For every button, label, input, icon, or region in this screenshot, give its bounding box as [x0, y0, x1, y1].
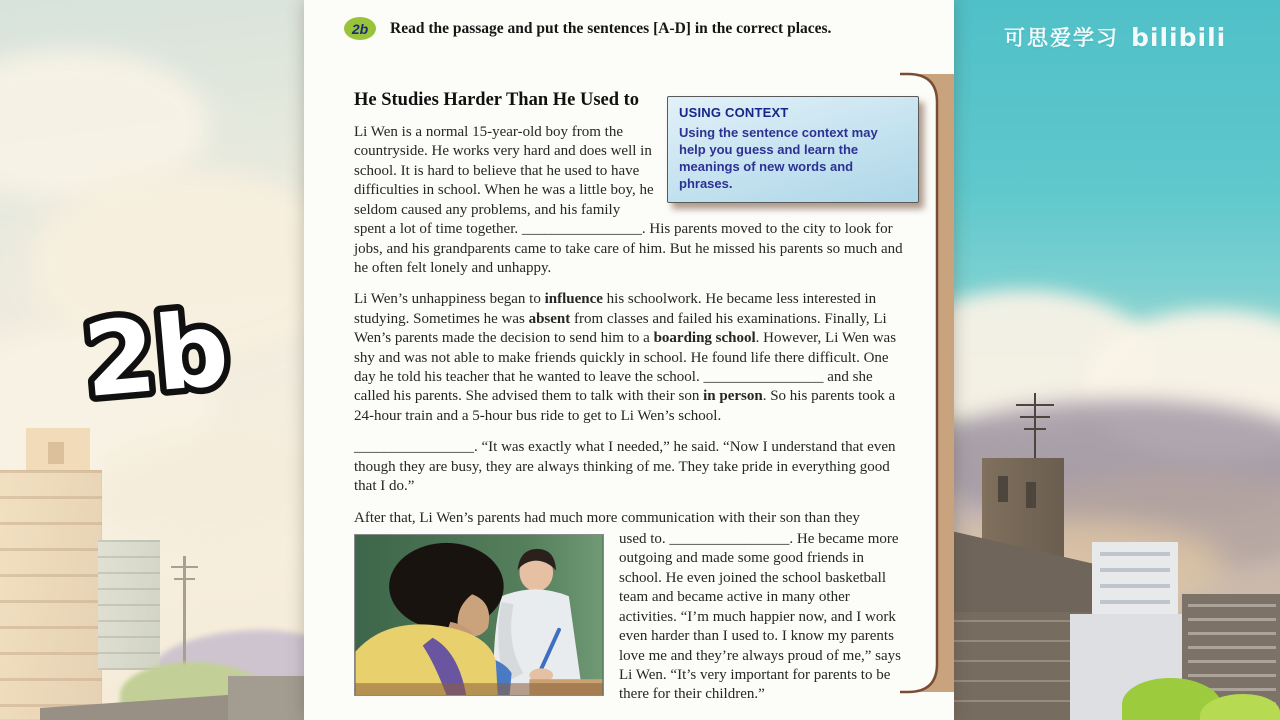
bilibili-logo: bilibili [1131, 22, 1227, 52]
tip-box-body: Using the sentence context may help you guess and learn the meanings of new words and phrases. [679, 125, 878, 191]
antenna-crossbar [1024, 428, 1046, 430]
textbook-page [304, 0, 954, 720]
exercise-header [304, 0, 954, 40]
background-right-sky-scene [954, 0, 1280, 720]
classroom-photo [354, 534, 604, 696]
passage-paragraph-4-lead: After that, Li Wen’s parents had much more communication with their son than they [354, 509, 860, 526]
passage-content [304, 90, 954, 705]
passage-paragraph-3: ________________. “It was exactly what I needed,” he said. “Now I understand that even though they are busy, they are always thinking of me. They take pride in everything good that I do.” [354, 439, 896, 495]
video-watermark [1004, 22, 1226, 52]
using-context-tip-box [667, 96, 919, 203]
exercise-badge: 2b [344, 17, 376, 40]
boy-with-teacher-illustration [355, 535, 603, 695]
passage-paragraph-4-body [354, 530, 907, 705]
svg-text:2b: 2b [79, 289, 234, 422]
antenna-crossbar [1016, 404, 1054, 406]
channel-name: 可思爱学习 [1004, 27, 1119, 50]
bubble-text-2b [66, 282, 246, 422]
section-label-2b-overlay [66, 282, 246, 422]
passage-paragraph-4-text: used to. ________________. He became more outgoing and made some good friends in school. He even joined the school basketball team and became active in many other activities. “I’m much happier now, and I work even harder than I used to. I know my parents love me and they’re always proud of me,” says Li Wen. “It’s very important for parents to be there for their children.” [619, 531, 901, 703]
tip-box-title: USING CONTEXT [679, 105, 789, 120]
passage-paragraph-1: Li Wen is a normal 15-year-old boy from the countryside. He works very hard and does well in school. It is hard to believe that he used to have difficulties in school. When he was a little boy, he seldom caused any problems, and his family spent a lot of time together. ________________. His parents moved to the city to look for jobs, and his grandparents came to take care of him. But he missed his parents so much and he often felt lonely and unhappy. [354, 124, 903, 276]
exercise-instruction: Read the passage and put the sentences [A-D] in the correct places. [390, 19, 832, 37]
passage-paragraph-2: Li Wen’s unhappiness began to influence his schoolwork. He became less interested in studying. Sometimes he was absent from classes and failed his examinations. Finally, Li Wen’s parents made the decision to send him to a boarding school. However, Li Wen was shy and was not able to make friends quickly in school. He found life there difficult. One day he told his teacher that he wanted to leave the school. ________________ and she called his parents. She advised them to talk with their son in person. So his parents took a 24-hour train and a 5-hour bus ride to get to Li Wen’s school. [354, 291, 897, 424]
passage-title: He Studies Harder Than He Used to [354, 90, 640, 110]
antenna-crossbar [1020, 416, 1050, 418]
